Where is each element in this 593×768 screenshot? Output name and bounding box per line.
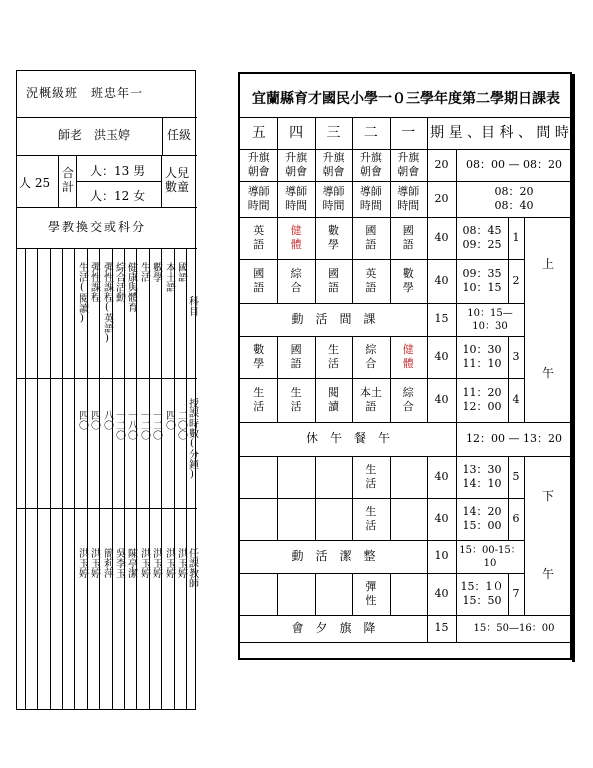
role-label: 任級	[167, 128, 192, 142]
period-number: 6	[512, 511, 520, 525]
time-subject-header: 期 星 、目 科 、 間 時	[430, 125, 569, 142]
minutes-cell: 40	[434, 273, 449, 287]
class-cell: 導師 時間	[247, 184, 270, 212]
class-cell	[240, 498, 277, 540]
time-cell: 09：35 10：15	[462, 266, 502, 294]
period-number: 4	[512, 392, 520, 406]
class-cell	[240, 573, 277, 615]
afternoon-label: 下 午	[541, 488, 554, 581]
teacher-cell: 洪玉婷	[88, 548, 100, 578]
time-cell: 08：00 — 08：20	[466, 157, 562, 171]
teacher-cell: 吳李玉	[113, 548, 125, 578]
class-cell: 國 語	[327, 266, 339, 294]
period-number: 1	[512, 230, 520, 244]
day-header: 三	[326, 125, 341, 142]
teacher-cell: 洪玉婷	[175, 548, 187, 578]
minutes-cell: 15	[434, 312, 449, 326]
teacher-cell: 陳亭潔	[125, 548, 137, 578]
class-cell: 導師 時間	[397, 184, 420, 212]
class-cell	[277, 498, 314, 540]
class-cell: 本土 語	[359, 385, 382, 413]
class-cell: 數 學	[253, 342, 265, 370]
hours-cell: 二〇〇	[175, 410, 187, 440]
class-cell	[315, 573, 352, 615]
children-label: 人兒數童	[165, 166, 190, 194]
day-header: 二	[363, 125, 378, 142]
class-status-title: 況概級班 班忠年一	[26, 86, 144, 100]
class-cell: 健 體	[402, 342, 414, 370]
break-label: 會 夕 旗 降	[291, 620, 376, 635]
hours-cell: 四〇	[76, 410, 88, 430]
subject-cell: 國語	[175, 262, 187, 282]
teacher-header: 任課教師	[186, 548, 198, 588]
subject-cell: 彈性課程	[88, 262, 100, 302]
teacher-cell: 簡莉萍	[101, 548, 113, 578]
subject-cell: 生活(閱讀)	[76, 262, 88, 324]
class-cell: 生 活	[327, 342, 339, 370]
time-cell: 08：20 08：40	[494, 184, 534, 212]
break-label: 動 活 間 課	[291, 311, 376, 326]
schedule-title: 宜蘭縣育才國民小學一０三學年度第二學期日課表	[252, 91, 560, 107]
break-label: 休 午 餐 午	[305, 431, 390, 446]
total-label: 合計	[62, 166, 75, 194]
class-cell	[277, 456, 314, 498]
teacher-cell: 洪玉婷	[150, 548, 162, 578]
subject-cell: 數學	[150, 262, 162, 282]
time-cell: 13：30 14：10	[462, 462, 502, 490]
class-cell: 升旗 朝會	[322, 150, 345, 178]
break-label: 動 活 潔 整	[291, 548, 376, 563]
class-cell	[277, 573, 314, 615]
hours-cell: 一二〇	[150, 410, 162, 440]
time-cell: 10：15—10：30	[467, 307, 513, 332]
time-cell: 15：00-15：10	[459, 544, 521, 569]
male-count: 人：13 男	[90, 164, 146, 178]
section-title: 學教換交或科分	[48, 220, 147, 234]
morning-label: 上 午	[541, 257, 554, 381]
minutes-cell: 40	[434, 586, 449, 600]
minutes-cell: 40	[434, 511, 449, 525]
subject-cell: 彈性課程(英語)	[101, 262, 113, 344]
period-number: 2	[512, 273, 520, 287]
class-cell: 升旗 朝會	[397, 150, 420, 178]
class-cell: 數 學	[327, 223, 339, 251]
class-cell: 導師 時間	[322, 184, 345, 212]
hours-cell: 一八〇	[125, 410, 137, 440]
hours-cell: 八〇	[101, 410, 113, 430]
subject-cell: 本土語	[163, 262, 175, 292]
class-cell: 綜 合	[402, 385, 414, 413]
class-cell	[315, 456, 352, 498]
time-cell: 15：1０ 15：50	[460, 579, 504, 607]
day-header: 四	[289, 125, 304, 142]
class-cell: 生 活	[290, 385, 302, 413]
minutes-cell: 10	[434, 549, 449, 563]
teacher-cell: 洪玉婷	[76, 548, 88, 578]
hours-cell: 四〇	[88, 410, 100, 430]
minutes-cell: 40	[434, 349, 449, 363]
day-header: 五	[251, 125, 266, 142]
hours-cell: 一二〇	[138, 410, 150, 440]
subject-cell: 生活	[138, 262, 150, 282]
class-cell: 閱 讀	[327, 385, 339, 413]
period-number: 5	[512, 469, 520, 483]
class-cell: 國 語	[290, 342, 302, 370]
minutes-cell: 40	[434, 469, 449, 483]
time-cell: 11：20 12：00	[462, 385, 502, 413]
period-number: 7	[512, 586, 520, 600]
class-cell: 彈 性	[365, 579, 377, 607]
class-cell: 數 學	[402, 266, 414, 294]
homeroom-teacher: 師老 洪玉婷	[58, 128, 131, 142]
hours-header: 授課時數(分鐘)	[186, 398, 198, 480]
minutes-cell: 15	[434, 621, 449, 635]
class-cell: 英 語	[253, 223, 265, 251]
class-cell: 綜 合	[290, 266, 302, 294]
class-cell: 升旗 朝會	[285, 150, 308, 178]
class-cell: 生 活	[365, 504, 377, 532]
table-shadow	[572, 74, 575, 662]
time-cell: 15：50—16：00	[473, 623, 555, 634]
minutes-cell: 20	[434, 191, 449, 205]
class-cell: 國 語	[365, 223, 377, 251]
class-cell: 生 活	[365, 462, 377, 490]
class-cell	[240, 456, 277, 498]
hours-cell: 一二〇	[113, 410, 125, 440]
female-count: 人：12 女	[90, 189, 146, 203]
time-cell: 12：00 — 13：20	[466, 431, 562, 445]
minutes-cell: 40	[434, 230, 449, 244]
time-cell: 08：45 09：25	[462, 223, 502, 251]
time-cell: 10：30 11：10	[462, 342, 502, 370]
day-header: 一	[401, 125, 416, 142]
minutes-cell: 20	[434, 157, 449, 171]
teacher-cell: 洪玉婷	[163, 548, 175, 578]
period-number: 3	[512, 349, 520, 363]
class-cell: 升旗 朝會	[359, 150, 382, 178]
subject-cell: 綜合活動	[113, 262, 125, 302]
class-cell: 國 語	[402, 223, 414, 251]
total-count: 人 25	[19, 176, 51, 190]
class-cell	[390, 456, 427, 498]
class-cell: 綜 合	[365, 342, 377, 370]
class-cell	[315, 498, 352, 540]
class-cell: 健 體	[290, 223, 302, 251]
subject-cell: 健康與體育	[125, 262, 137, 312]
class-cell: 生 活	[253, 385, 265, 413]
class-cell: 升旗 朝會	[247, 150, 270, 178]
subject-header: 科目	[186, 296, 198, 316]
hours-cell: 四〇	[163, 410, 175, 430]
class-cell: 英 語	[365, 266, 377, 294]
time-cell: 14：20 15：00	[462, 504, 502, 532]
class-cell: 國 語	[253, 266, 265, 294]
class-cell	[390, 498, 427, 540]
minutes-cell: 40	[434, 392, 449, 406]
class-cell: 導師 時間	[285, 184, 308, 212]
class-cell: 導師 時間	[359, 184, 382, 212]
teacher-cell: 洪玉婷	[138, 548, 150, 578]
class-cell	[390, 573, 427, 615]
